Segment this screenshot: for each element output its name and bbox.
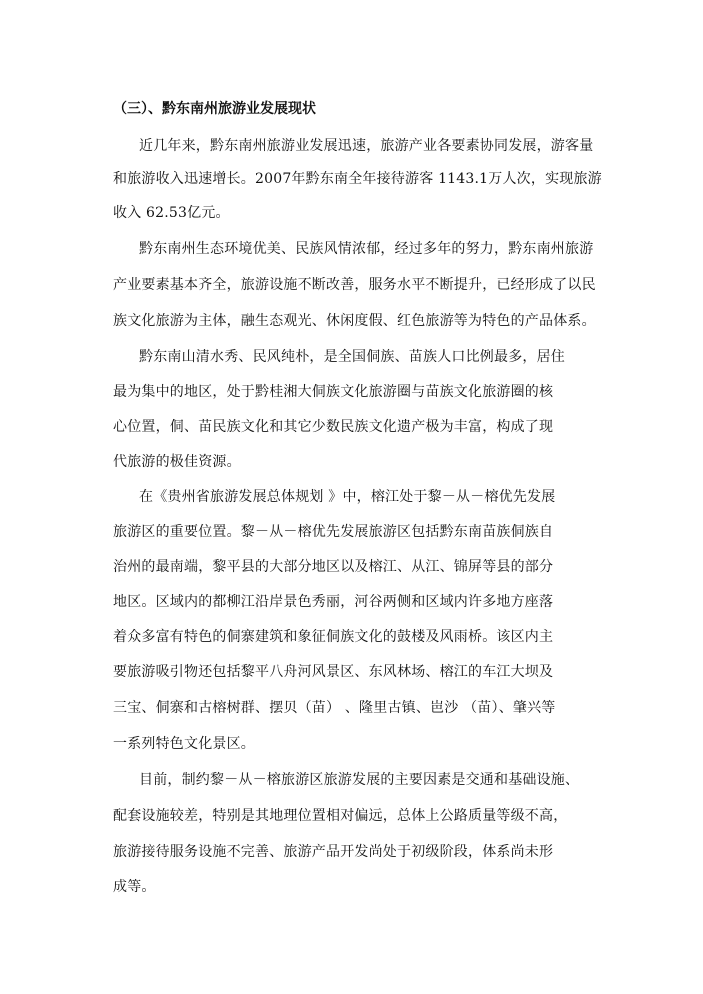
paragraph-line: 三宝、侗寨和古榕树群、摆贝（苗） 、隆里古镇、岜沙 （苗）、肇兴等	[113, 700, 556, 716]
paragraph-line: 治州的最南端，黎平县的大部分地区以及榕江、从江、锦屏等县的部分	[113, 559, 554, 575]
paragraph-line: 心位置，侗、苗民族文化和其它少数民族文化遗产极为丰富，构成了现	[113, 419, 554, 435]
paragraph-line: 黔东南山清水秀、民风纯朴，是全国侗族、苗族人口比例最多，居住	[139, 349, 565, 365]
paragraph-line: 成等。	[113, 879, 156, 895]
paragraph-line: 和旅游收入迅速增长。2007年黔东南全年接待游客 1143.1万人次，实现旅游	[113, 171, 602, 187]
paragraph-line: 要旅游吸引物还包括黎平八舟河风景区、东风林场、榕江的车江大坝及	[113, 664, 554, 680]
section-heading: （三）、黔东南州旅游业发展现状	[113, 101, 316, 117]
paragraph-line: 着众多富有特色的侗寨建筑和象征侗族文化的鼓楼及风雨桥。该区内主	[113, 629, 554, 645]
paragraph-line: 地区。区域内的都柳江沿岸景色秀丽，河谷两侧和区域内许多地方座落	[113, 594, 554, 610]
paragraph-line: 配套设施较差，特别是其地理位置相对偏远，总体上公路质量等级不高，	[113, 808, 568, 824]
paragraph-line: 产业要素基本齐全，旅游设施不断改善，服务水平不断提升，已经形成了以民	[113, 277, 596, 293]
paragraph-line: 族文化旅游为主体，融生态观光、休闲度假、红色旅游等为特色的产品体系。	[113, 313, 596, 329]
paragraph-line: 收入 62.53亿元。	[113, 205, 230, 221]
paragraph-line: 黔东南州生态环境优美、民族风情浓郁，经过多年的努力，黔东南州旅游	[139, 241, 594, 257]
paragraph-line: 旅游区的重要位置。黎－从－榕优先发展旅游区包括黔东南苗族侗族自	[113, 524, 554, 540]
paragraph-line: 代旅游的极佳资源。	[113, 454, 241, 470]
paragraph-line: 一系列特色文化景区。	[113, 736, 255, 752]
paragraph-line: 目前，制约黎－从－榕旅游区旅游发展的主要因素是交通和基础设施、	[139, 772, 580, 788]
paragraph-line: 旅游接待服务设施不完善、旅游产品开发尚处于初级阶段，体系尚未形	[113, 844, 554, 860]
paragraph-line: 近几年来，黔东南州旅游业发展迅速，旅游产业各要素协同发展，游客量	[139, 138, 594, 154]
paragraph-line: 在《贵州省旅游发展总体规划 》中，榕江处于黎－从－榕优先发展	[139, 489, 556, 505]
paragraph-line: 最为集中的地区，处于黔桂湘大侗族文化旅游圈与苗族文化旅游圈的核	[113, 384, 554, 400]
